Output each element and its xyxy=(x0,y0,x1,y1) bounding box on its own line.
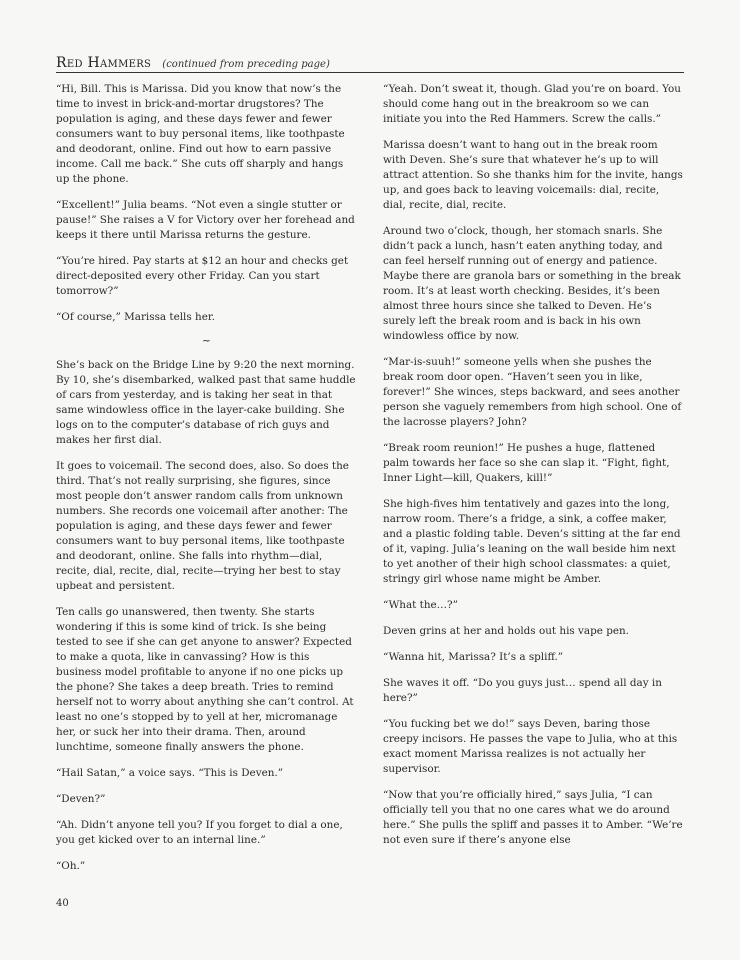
running-title: Red Hammers xyxy=(56,55,152,71)
paragraph: “Deven?” xyxy=(56,793,106,805)
paragraph: “You fucking bet we do!” says Deven, baring those creepy incisors. He passes the vape to Julia, who at this exact moment Marissa realizes is not actually her supervisor. xyxy=(383,718,678,775)
left-column xyxy=(56,82,357,885)
paragraph: “Ah. Didn’t anyone tell you? If you forget to dial a one, you get kicked over to an internal line.” xyxy=(56,819,343,846)
continued-note: (continued from preceding page) xyxy=(162,59,330,70)
right-column xyxy=(383,82,684,859)
paragraph: She’s back on the Bridge Line by 9:20 the next morning. By 10, she’s disembarked, walked past that same huddle of cars from yesterday, and is taking her seat in that same windowless office in the layer-cake building. She logs on to the computer’s database of rich guys and makes her first dial. xyxy=(56,359,356,446)
paragraph: It goes to voicemail. The second does, also. So does the third. That’s not really surprising, she figures, since most people don’t answer random calls from unknown numbers. She records one voicemail after another: The population is aging, and these days fewer and fewer consumers want to buy personal items, like toothpaste and deodorant, online. She falls into rhythm—dial, recite, dial, recite, dial, recite—trying her best to stay upbeat and persistent. xyxy=(56,460,349,592)
paragraph: “You’re hired. Pay starts at $12 an hour and checks get direct-deposited every other Friday. Can you start tomorrow?” xyxy=(56,255,349,297)
running-header xyxy=(56,52,684,72)
paragraph: “Excellent!” Julia beams. “Not even a single stutter or pause!” She raises a V for Victory over her forehead and keeps it there until Marissa returns the gesture. xyxy=(56,199,355,241)
paragraph: “Hi, Bill. This is Marissa. Did you know that now’s the time to invest in brick-and-mortar drugstores? The population is aging, and these days fewer and fewer consumers want to buy personal items, like toothpaste and deodorant, online. Find out how to earn passive income. Call me back.” She cuts off sharply and hangs up the phone. xyxy=(56,83,345,185)
paragraph: Deven grins at her and holds out his vape pen. xyxy=(383,625,629,637)
paragraph: “Oh.” xyxy=(56,860,86,872)
paragraph: Around two o’clock, though, her stomach snarls. She didn’t pack a lunch, hasn’t eaten anything today, and can feel herself running out of energy and patience. Maybe there are granola bars or something in the break room. It’s at least worth checking. Besides, it’s been almost three hours since she talked to Deven. He’s surely left the break room and is back in his own windowless office by now. xyxy=(383,225,681,342)
section-break: ~ xyxy=(201,334,212,347)
paragraph: She waves it off. “Do you guys just… spend all day in here?” xyxy=(383,677,662,704)
paragraph: Marissa doesn’t want to hang out in the break room with Deven. She’s sure that whatever he’s up to will attract attention. So she thanks him for the invite, hangs up, and goes back to leaving voicemails: dial, recite, dial, recite, dial, recite. xyxy=(383,139,683,211)
paragraph: Ten calls go unanswered, then twenty. She starts wondering if this is some kind of trick. Is she being tested to see if she can get anyone to answer? Expected to make a quota, like in canvassing? How is this business model profitable to anyone if no one picks up the phone? She takes a deep breath. Tries to remind herself not to worry about anything she can’t control. At least no one’s stopped by to yell at her, micromanage her, or suck her into their drama. Then, around lunchtime, someone finally answers the phone. xyxy=(56,606,354,753)
page-number: 40 xyxy=(56,898,69,909)
paragraph: “Now that you’re officially hired,” says Julia, “I can officially tell you that no one cares what we do around here.” She pulls the spliff and passes it to Amber. “We’re not even sure if there’s anyone else xyxy=(383,789,683,846)
paragraph: “Mar-is-suuh!” someone yells when she pushes the break room door open. “Haven’t seen you in like, forever!” She winces, steps backward, and sees another person she vaguely remembers from high school. One of the lacrosse players? John? xyxy=(383,356,682,428)
paragraph: “Break room reunion!” He pushes a huge, flattened palm towards her face so she can slap it. “Fight, fight, Inner Light—kill, Quakers, kill!” xyxy=(383,442,670,484)
paragraph: “Of course,” Marissa tells her. xyxy=(56,311,215,323)
paragraph: “What the…?” xyxy=(383,599,458,611)
paragraph: “Hail Satan,” a voice says. “This is Deven.” xyxy=(56,767,284,779)
header-rule xyxy=(56,72,684,73)
paragraph: “Yeah. Don’t sweat it, though. Glad you’re on board. You should come hang out in the breakroom so we can initiate you into the Red Hammers. Screw the calls.” xyxy=(383,83,681,125)
paragraph: She high-fives him tentatively and gazes into the long, narrow room. There’s a fridge, a sink, a coffee maker, and a plastic folding table. Deven’s sitting at the far end of it, vaping. Julia’s leaning on the wall beside him next to yet another of their high school classmates: a quiet, stringy girl whose name might be Amber. xyxy=(383,498,681,585)
paragraph: “Wanna hit, Marissa? It’s a spliff.” xyxy=(383,651,564,663)
